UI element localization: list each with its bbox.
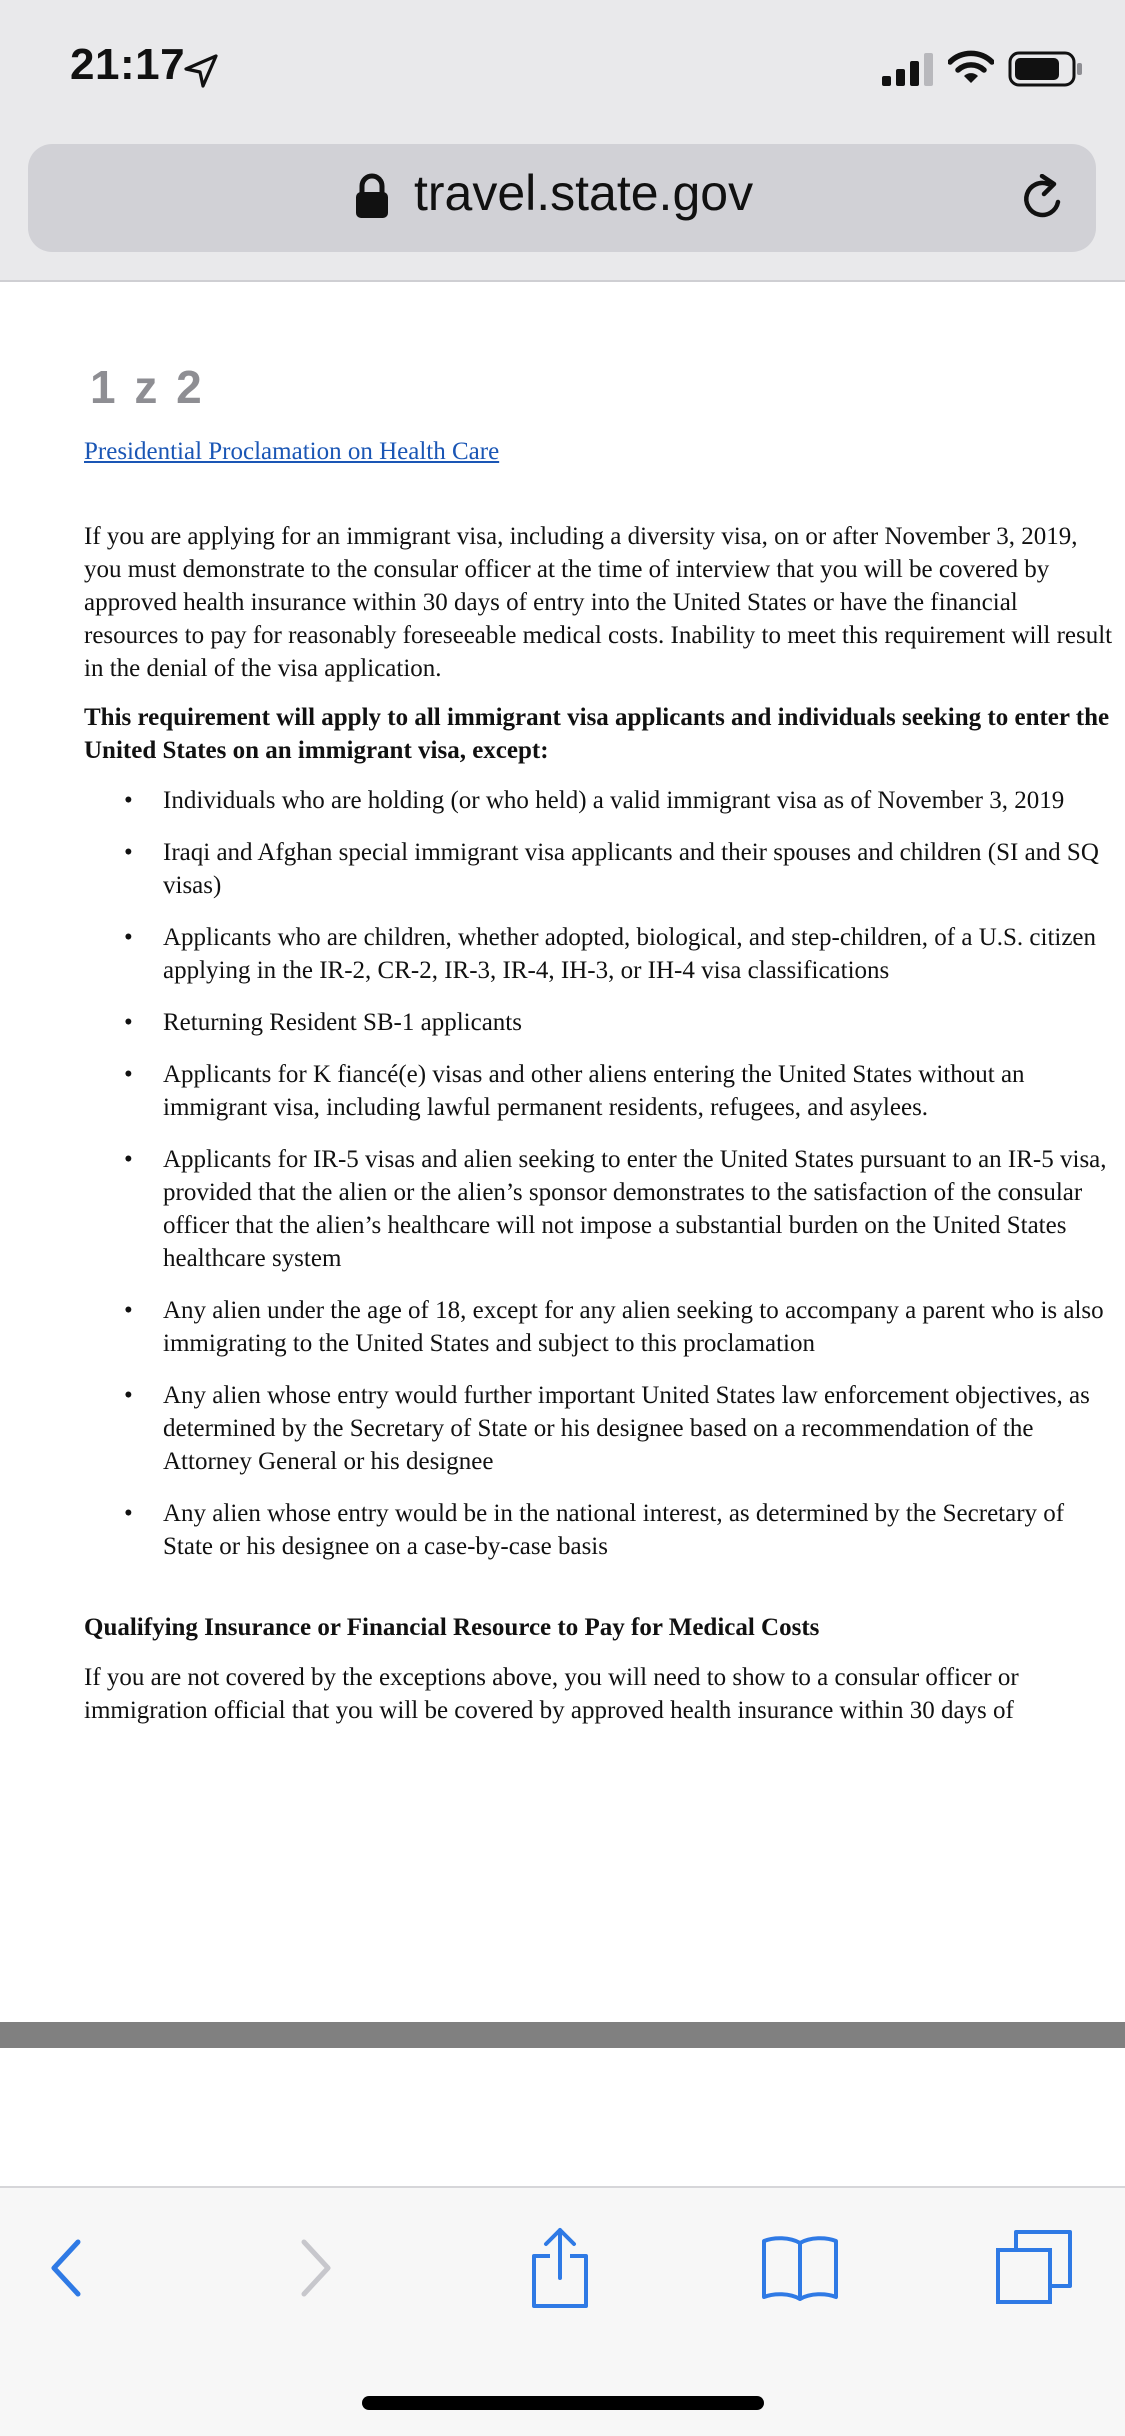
bullet-icon: •	[124, 1297, 133, 1324]
list-item-text: Any alien whose entry would further important United States law enforcement objectives, as determined by the Secretary of State or his designee based on a recommendation of the Attorney General or his designee	[163, 1382, 1090, 1475]
bullet-icon: •	[124, 1500, 133, 1527]
list-item-text: Any alien whose entry would be in the national interest, as determined by the Secretary of State or his designee on a case-by-case basis	[163, 1500, 1065, 1560]
forward-icon	[296, 2238, 336, 2298]
bookmarks-icon	[760, 2233, 840, 2303]
list-item-text: Any alien under the age of 18, except for any alien seeking to accompany a parent who is also immigrating to the United States and subject to this proclamation	[163, 1297, 1104, 1357]
bookmarks-button[interactable]	[760, 2228, 840, 2308]
status-time: 21:17	[70, 40, 186, 89]
wifi-icon	[948, 50, 994, 86]
requirement-paragraph: This requirement will apply to all immigrant visa applicants and individuals seeking to enter the United States on an immigrant visa, except:	[84, 704, 1110, 764]
bullet-icon: •	[124, 1146, 133, 1173]
page-counter: 1 z 2	[90, 361, 205, 413]
page-divider	[0, 2022, 1125, 2048]
bullet-icon: •	[124, 787, 133, 814]
back-icon	[46, 2238, 86, 2298]
list-item	[84, 1006, 1114, 1039]
bullet-icon: •	[124, 924, 133, 951]
list-item-text: Iraqi and Afghan special immigrant visa applicants and their spouses and children (SI and SQ visas)	[163, 839, 1099, 899]
url-text[interactable]: travel.state.gov	[414, 165, 754, 221]
list-item	[84, 1379, 1114, 1478]
bullet-icon: •	[124, 1061, 133, 1088]
home-indicator[interactable]	[362, 2396, 764, 2410]
bullet-icon: •	[124, 1382, 133, 1409]
list-item	[84, 1058, 1114, 1124]
list-item	[84, 1497, 1114, 1563]
list-item	[84, 921, 1114, 987]
intro-paragraph: If you are applying for an immigrant visa, including a diversity visa, on or after November 3, 2019, you must demonstrate to the consular officer at the time of interview that you will be covered by approved health insurance within 30 days of entry into the United States or have the financial resources to pay for reasonably foreseeable medical costs. Inability to meet this requirement will result in the denial of the visa application.	[84, 523, 1113, 682]
back-button[interactable]	[26, 2228, 106, 2308]
battery-icon	[1008, 50, 1084, 88]
exceptions-list	[84, 784, 1114, 1563]
share-button[interactable]	[520, 2228, 600, 2308]
list-item-text: Applicants who are children, whether adopted, biological, and step-children, of a U.S. citizen applying in the IR-2, CR-2, IR-3, IR-4, IH-3, or IH-4 visa classifications	[163, 924, 1097, 984]
list-item	[84, 836, 1114, 902]
cellular-signal-icon	[880, 52, 936, 86]
lock-icon	[354, 173, 390, 219]
list-item-text: Returning Resident SB-1 applicants	[163, 1009, 522, 1036]
bullet-icon: •	[124, 839, 133, 866]
location-arrow-icon	[182, 52, 220, 90]
proclamation-link[interactable]: Presidential Proclamation on Health Care	[84, 438, 500, 465]
list-item	[84, 1294, 1114, 1360]
list-item	[84, 1143, 1114, 1275]
tabs-icon	[994, 2228, 1074, 2308]
list-item-text: Applicants for IR-5 visas and alien seeking to enter the United States pursuant to an IR-5 visa, provided that the alien or the alien’s sponsor demonstrates to the satisfaction of the consular officer that the alien’s healthcare will not impose a substantial burden on the United States healthcare system	[163, 1146, 1107, 1272]
list-item-text: Individuals who are holding (or who held) a valid immigrant visa as of November 3, 2019	[163, 787, 1065, 814]
section-paragraph: If you are not covered by the exceptions above, you will need to show to a consular officer or immigration official that you will be covered by approved health insurance within 30 days of	[84, 1664, 1019, 1724]
section-heading: Qualifying Insurance or Financial Resource to Pay for Medical Costs	[84, 1614, 820, 1641]
list-item	[84, 784, 1114, 817]
document-body	[84, 520, 1114, 1727]
share-icon	[528, 2226, 592, 2310]
forward-button[interactable]	[276, 2228, 356, 2308]
tabs-button[interactable]	[994, 2228, 1074, 2308]
list-item-text: Applicants for K fiancé(e) visas and other aliens entering the United States without an immigrant visa, including lawful permanent residents, refugees, and asylees.	[163, 1061, 1025, 1121]
bullet-icon: •	[124, 1009, 133, 1036]
reload-icon[interactable]	[1018, 174, 1068, 224]
